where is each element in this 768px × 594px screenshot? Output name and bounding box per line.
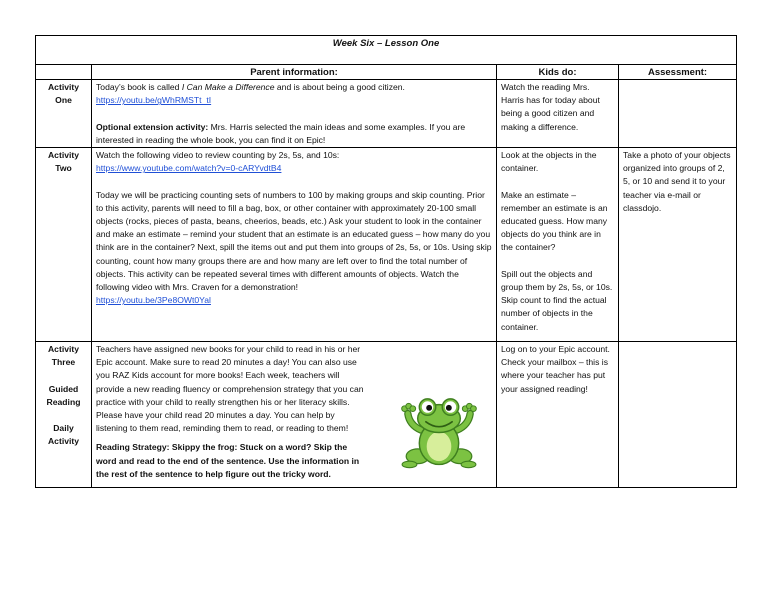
activity-three-label-line5: Daily (53, 423, 74, 434)
frog-illustration (398, 389, 480, 471)
header-parent-information: Parent information: (92, 65, 497, 80)
activity-one-row (36, 80, 737, 148)
activity-three-label-line2: Three (51, 357, 76, 368)
activity-three-instructions: Teachers have assigned new books for your child to read in his or her Epic account. Make sure to read 20 minutes a day! You can also use you RAZ Kids account for more books! Each week, teachers will provide a new reading fluency or comprehension strategy that you can practice with your child to really strengthen his or her literacy skills. Please have your child read 20 minutes a day. You can help by listening to them read, reminding them to read, or reading to them! (96, 344, 364, 434)
activity-three-label (36, 342, 92, 488)
activity-two-parent-info (92, 148, 497, 342)
spacer (40, 369, 87, 382)
activity-two-video-link-2[interactable]: https://youtu.be/3Pe8OWt0Yal (96, 295, 211, 306)
activity-one-label (36, 80, 92, 148)
activity-three-kids-do: Log on to your Epic account. Check your mailbox – this is where your teacher has put your assigned reading! (497, 342, 619, 488)
activity-two-row (36, 148, 737, 342)
activity-one-optional-text (96, 122, 465, 145)
activity-two-instructions: Today we will be practicing counting sets of numbers to 100 by making groups and skip counting. Prior to this activity, parents will need to fill a bag, box, or other container with approximately 20-100 small objects (rocks, pieces of pasta, beans, cheerios, beads, etc.) Ask your student to look in the container and make an estimate – remind your student that an estimate is an educated guess – how many do you think are in the container? Next, spill the items out and put them into groups of 2s, 5s, or 10s. Using skip counting, count how many groups there are and how many are left over to find the total number of objects. This activity can be repeated several times with different amounts of objects. Watch the following video with Mrs. Craven for a demonstration! (96, 189, 492, 293)
activity-one-kids-do: Watch the reading Mrs. Harris has for today about being a good citizen and making a difference. (497, 80, 619, 148)
header-assessment: Assessment: (619, 65, 737, 80)
header-kids-do: Kids do: (497, 65, 619, 80)
activity-one-video-link[interactable]: https://youtu.be/gWhRMSTt_tI (96, 95, 212, 106)
optional-extension-label: Optional extension activity: (96, 121, 209, 132)
activity-one-label-line1: Activity (47, 82, 80, 92)
activity-two-label (36, 148, 92, 342)
activity-two-intro: Watch the following video to review counting by 2s, 5s, and 10s: (96, 150, 340, 160)
activity-two-label-line2: Two (55, 163, 72, 174)
activity-one-book-outro: and is about being a good citizen. (274, 82, 405, 92)
activity-three-row (36, 342, 737, 488)
activity-two-kids-do (497, 148, 619, 342)
activity-two-assessment: Take a photo of your objects organized into groups of 2, 5, or 10 and send it to your teacher via e-mail or classdojo. (619, 148, 737, 342)
activity-one-assessment (619, 80, 737, 148)
activity-three-label-line3: Guided (48, 383, 79, 394)
optional-extension-body: Mrs. Harris selected the main ideas and some examples. If you are interested in reading the whole book, you can find it on Epic! (96, 121, 466, 145)
spacer (501, 255, 614, 268)
lesson-table (35, 35, 737, 488)
activity-two-label-line1: Activity (47, 150, 80, 160)
spacer (96, 175, 492, 188)
spacer (501, 175, 614, 188)
activity-three-label-line4: Reading (46, 396, 81, 407)
page-title: Week Six – Lesson One (36, 36, 737, 65)
activity-one-label-line2: One (55, 95, 72, 106)
activity-one-parent-info (92, 80, 497, 148)
activity-two-video-link-1[interactable]: https://www.youtube.com/watch?v=0-cARYvdtB4 (96, 163, 282, 174)
activity-one-book-intro: Today’s book is called (96, 82, 182, 92)
spacer (40, 409, 87, 422)
kids-step-look: Look at the objects in the container. (501, 150, 597, 174)
spacer (96, 107, 492, 120)
header-activity (36, 65, 92, 80)
activity-three-label-line1: Activity (47, 344, 80, 354)
kids-step-group: Spill out the objects and group them by 2s, 5s, or 10s. Skip count to find the actual number of objects in the container. (501, 268, 613, 332)
kids-step-estimate: Make an estimate – remember an estimate is an educated guess. How many objects do you think are in the container? (501, 189, 608, 253)
activity-three-assessment (619, 342, 737, 488)
activity-one-book-title: I Can Make a Difference (181, 82, 275, 92)
activity-three-label-line6: Activity (47, 436, 80, 447)
reading-strategy: Reading Strategy: Skippy the frog: Stuck on a word? Skip the word and read to the end of the sentence. Use the information in the rest of the sentence to help figure out the tricky word. (96, 442, 360, 479)
